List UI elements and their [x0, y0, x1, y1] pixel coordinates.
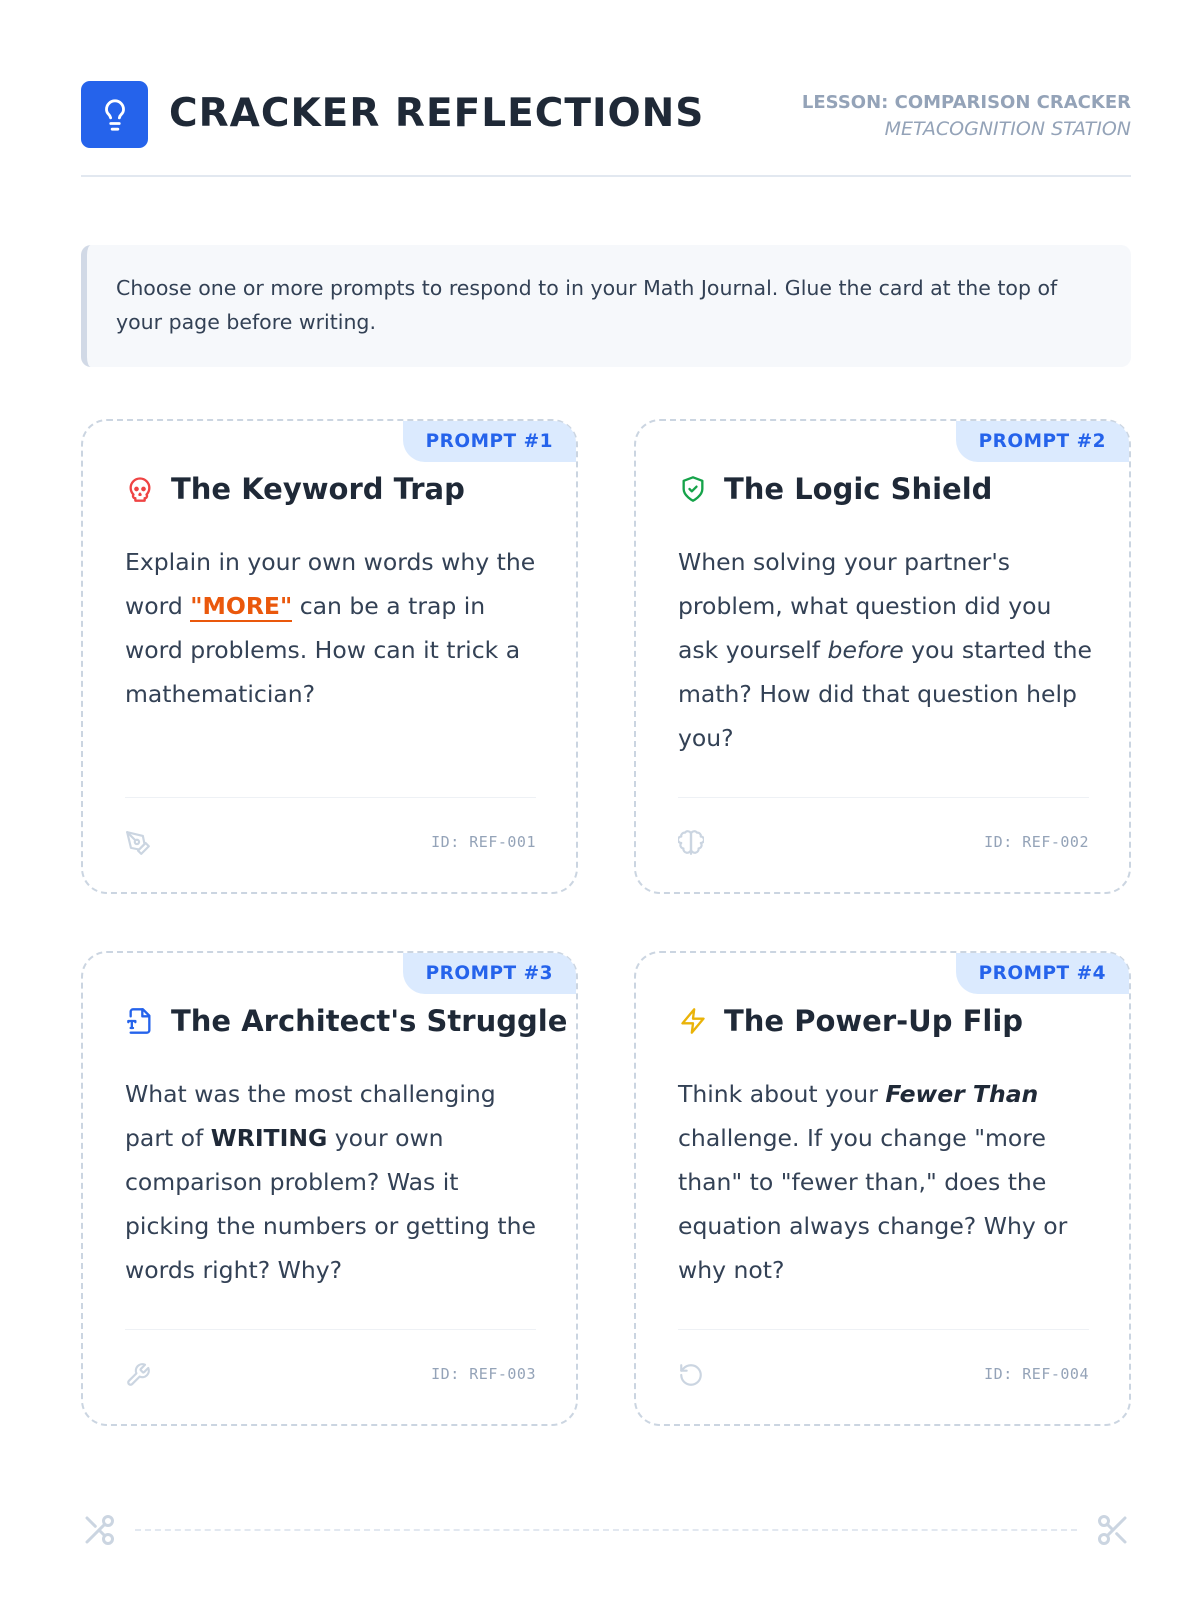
card-id: ID: REF-001 [431, 833, 536, 851]
card-id: ID: REF-002 [984, 833, 1089, 851]
file-type-icon [125, 1006, 155, 1036]
card-footer [125, 797, 536, 867]
prompt-card-1 [81, 419, 578, 894]
rotate-ccw-icon [678, 1362, 706, 1390]
card-footer [678, 797, 1089, 867]
scissors-icon [81, 1512, 117, 1552]
emphasis-text: before [827, 636, 904, 664]
wrench-icon [125, 1362, 153, 1390]
card-prompt-text [125, 1072, 540, 1292]
card-title: The Architect's Struggle [171, 1004, 568, 1038]
prompt-text-part: When solving your partner's problem, what question did you ask yourself [678, 548, 1052, 664]
dashed-divider [135, 1529, 1077, 1531]
prompt-text-part: Think about your [678, 1080, 886, 1108]
card-footer [125, 1329, 536, 1399]
strong-text: WRITING [210, 1124, 328, 1152]
prompt-text-part: challenge. If you change "more than" to "fewer than," does the equation always change? Why or why not? [678, 1124, 1068, 1284]
cut-line [81, 1510, 1131, 1550]
page-header [81, 81, 1131, 177]
card-title: The Logic Shield [724, 472, 993, 506]
card-title: The Keyword Trap [171, 472, 465, 506]
card-prompt-text [678, 540, 1093, 760]
prompt-text-part: your own comparison problem? Was it picking the numbers or getting the words right? Why? [125, 1124, 536, 1284]
instructions-text: Choose one or more prompts to respond to in your Math Journal. Glue the card at the top of your page before writing. [116, 276, 1058, 334]
strong-emphasis-text: Fewer Than [885, 1080, 1039, 1108]
card-title: The Power-Up Flip [724, 1004, 1024, 1038]
prompt-card-4 [634, 951, 1131, 1426]
pen-tool-icon [125, 830, 153, 858]
card-heading [678, 1001, 1023, 1041]
prompt-text-part: Explain in your own words why the word [125, 548, 536, 620]
scissors-icon [1095, 1512, 1131, 1552]
card-heading [125, 469, 465, 509]
brain-icon [678, 830, 706, 858]
prompt-badge: PROMPT #3 [403, 953, 576, 994]
lesson-meta [802, 90, 1131, 142]
card-footer [678, 1329, 1089, 1399]
page-title: CRACKER REFLECTIONS [169, 91, 705, 136]
prompt-card-2 [634, 419, 1131, 894]
shield-check-icon [678, 474, 708, 504]
card-id: ID: REF-004 [984, 1365, 1089, 1383]
card-prompt-text [678, 1072, 1093, 1292]
card-heading [678, 469, 992, 509]
card-id: ID: REF-003 [431, 1365, 536, 1383]
card-heading [125, 1001, 567, 1041]
keyword-highlight: "MORE" [190, 592, 293, 620]
prompt-text-part: you started the math? How did that question help you? [678, 636, 1092, 752]
prompt-text-part: can be a trap in word problems. How can it trick a mathematician? [125, 592, 521, 708]
station-label: METACOGNITION STATION [884, 118, 1131, 140]
prompt-text-part: What was the most challenging part of [125, 1080, 496, 1152]
instructions-callout [81, 245, 1131, 367]
prompt-card-3 [81, 951, 578, 1426]
prompt-badge: PROMPT #2 [956, 421, 1129, 462]
lightbulb-icon [81, 81, 148, 148]
lesson-label: LESSON: COMPARISON CRACKER [801, 92, 1131, 113]
prompt-badge: PROMPT #1 [403, 421, 576, 462]
skull-icon [125, 474, 155, 504]
prompt-badge: PROMPT #4 [956, 953, 1129, 994]
lightning-icon [678, 1006, 708, 1036]
card-prompt-text [125, 540, 540, 716]
